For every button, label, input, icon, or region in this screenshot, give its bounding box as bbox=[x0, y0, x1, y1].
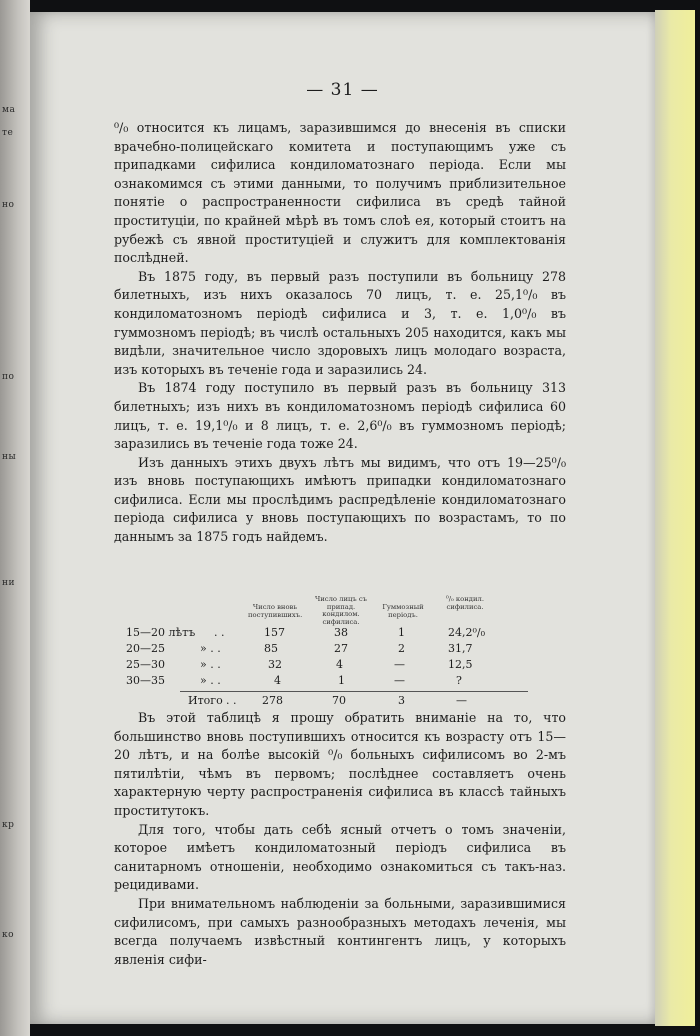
left-page-fragment: по bbox=[2, 372, 15, 382]
condyl-cell: 27 bbox=[334, 642, 348, 655]
pct-cell: 31,7 bbox=[448, 642, 473, 655]
paragraph: При внимательномъ наблюденіи за больными, заразившимися сифилисомъ, при самыхъ разнообразныхъ методахъ леченія, мы всегда получаемъ извѣстный контингентъ лицъ, у которыхъ явленія сифи- bbox=[114, 895, 566, 967]
condyl-cell: 4 bbox=[336, 658, 343, 671]
dots-cell: » . . bbox=[200, 658, 221, 671]
total-label: Итого bbox=[188, 694, 223, 707]
dots-cell: » . . bbox=[200, 642, 221, 655]
left-page-fragment: ко bbox=[2, 930, 15, 940]
dots-cell: . . bbox=[226, 694, 237, 707]
book-page bbox=[30, 12, 655, 1024]
total-cell: 85 bbox=[264, 642, 278, 655]
paragraph: Для того, чтобы дать себѣ ясный отчетъ о томъ значеніи, которое имѣетъ кондиломатозный періодъ сифилиса въ санитарномъ отношеніи, необходимо ознакомиться съ такъ-наз. рецидивами. bbox=[114, 821, 566, 893]
left-page-fragment: те bbox=[2, 128, 14, 138]
paragraph: Изъ данныхъ этихъ двухъ лѣтъ мы видимъ, что отъ 19—25⁰/₀ изъ вновь поступающихъ имѣютъ припадки кондиломатознаго сифилиса. Если мы прослѣдимъ распредѣленіе кондиломатознаго періода сифилиса у вновь поступающихъ по возрастамъ, то по даннымъ за 1875 годъ найдемъ. bbox=[114, 454, 566, 545]
total-cell: 32 bbox=[268, 658, 282, 671]
condyl-cell: 38 bbox=[334, 626, 348, 639]
gumm-cell: — bbox=[394, 674, 405, 687]
left-page-fragment: ны bbox=[2, 452, 17, 462]
gumm-cell: 1 bbox=[398, 626, 405, 639]
age-cell: 25—30 bbox=[126, 658, 165, 671]
pct-cell: — bbox=[456, 694, 467, 707]
paragraph: ⁰/₀ относится къ лицамъ, заразившимся до внесенія въ списки врачебно-полицейскаго комитета и поступающимъ уже съ припадками сифилиса кондиломатознаго періода. Если мы ознакомимся съ этими данными, то получимъ приблизительное понятіе о распространенности сифилиса въ средѣ тайной проституціи, по крайней мѣрѣ въ томъ слоѣ ея, который стоитъ на рубежѣ съ явной проституціей и служитъ для комплектованія послѣдней. bbox=[114, 120, 566, 266]
table-total-row bbox=[126, 694, 546, 708]
left-page-fragment: ни bbox=[2, 578, 15, 588]
table-row bbox=[126, 642, 546, 656]
page-edge-right bbox=[655, 10, 695, 1026]
condyl-cell: 70 bbox=[332, 694, 346, 707]
age-cell: 20—25 bbox=[126, 642, 165, 655]
paragraph: Въ 1874 году поступило въ первый разъ въ больницу 313 билетныхъ; изъ нихъ въ кондиломатозномъ періодѣ сифилиса 60 лицъ, т. е. 19,1⁰/₀ и 8 лицъ, т. е. 2,6⁰/₀ въ гуммозномъ періодѣ; заразились въ теченіе года тоже 24. bbox=[114, 380, 566, 452]
gumm-cell: 2 bbox=[398, 642, 405, 655]
left-page-fragment: ма bbox=[2, 105, 16, 115]
dots-cell: . . bbox=[214, 626, 225, 639]
table-rule bbox=[180, 691, 528, 692]
text-block-top bbox=[114, 119, 566, 547]
age-cell: 15—20 лѣтъ bbox=[126, 626, 196, 639]
condyl-cell: 1 bbox=[338, 674, 345, 687]
left-page-fragment: кр bbox=[2, 820, 15, 830]
table-row bbox=[126, 626, 546, 640]
page-number: — 31 — bbox=[306, 80, 379, 100]
paragraph: Въ этой таблицѣ я прошу обратить вниманіе на то, что большинство вновь поступившихъ относится къ возрасту отъ 15—20 лѣтъ, и на болѣе высокій ⁰/₀ больныхъ сифилисомъ во 2-мъ пятилѣтіи, чѣмъ въ первомъ; послѣднее составляетъ очень характерную черту распространенія сифилиса въ классѣ тайныхъ проститутокъ. bbox=[114, 710, 566, 818]
table-row bbox=[126, 674, 546, 688]
column-header: ⁰/₀ кондил. сифилиса. bbox=[446, 595, 484, 611]
text-block-bottom bbox=[114, 709, 566, 969]
total-cell: 157 bbox=[264, 626, 285, 639]
age-cell: 30—35 bbox=[126, 674, 165, 687]
dots-cell: » . . bbox=[200, 674, 221, 687]
gumm-cell: — bbox=[394, 658, 405, 671]
table-row bbox=[126, 658, 546, 672]
column-header: Число лицъ съ припад. кондилом. сифилиса. bbox=[315, 595, 367, 626]
pct-cell: ? bbox=[456, 674, 462, 687]
gumm-cell: 3 bbox=[398, 694, 405, 707]
pct-cell: 12,5 bbox=[448, 658, 473, 671]
paragraph: Въ 1875 году, въ первый разъ поступили въ больницу 278 билетныхъ, изъ нихъ оказалось 70 лицъ, т. е. 25,1⁰/₀ въ кондиломатозномъ періодѣ сифилиса и 3, т. е. 1,0⁰/₀ въ гуммозномъ періодѣ; въ числѣ остальныхъ 205 находится, какъ мы видѣли, значительное число здоровыхъ лицъ молодаго возраста, изъ которыхъ въ теченіе года и заразились 24. bbox=[114, 268, 566, 377]
total-cell: 4 bbox=[274, 674, 281, 687]
left-page-fragment: но bbox=[2, 200, 15, 210]
column-header: Число вновь поступившихъ. bbox=[248, 603, 303, 619]
left-page-edge bbox=[0, 0, 30, 1036]
column-header: Гуммозный періодъ. bbox=[382, 603, 424, 619]
pct-cell: 24,2⁰/₀ bbox=[448, 626, 486, 639]
total-cell: 278 bbox=[262, 694, 283, 707]
